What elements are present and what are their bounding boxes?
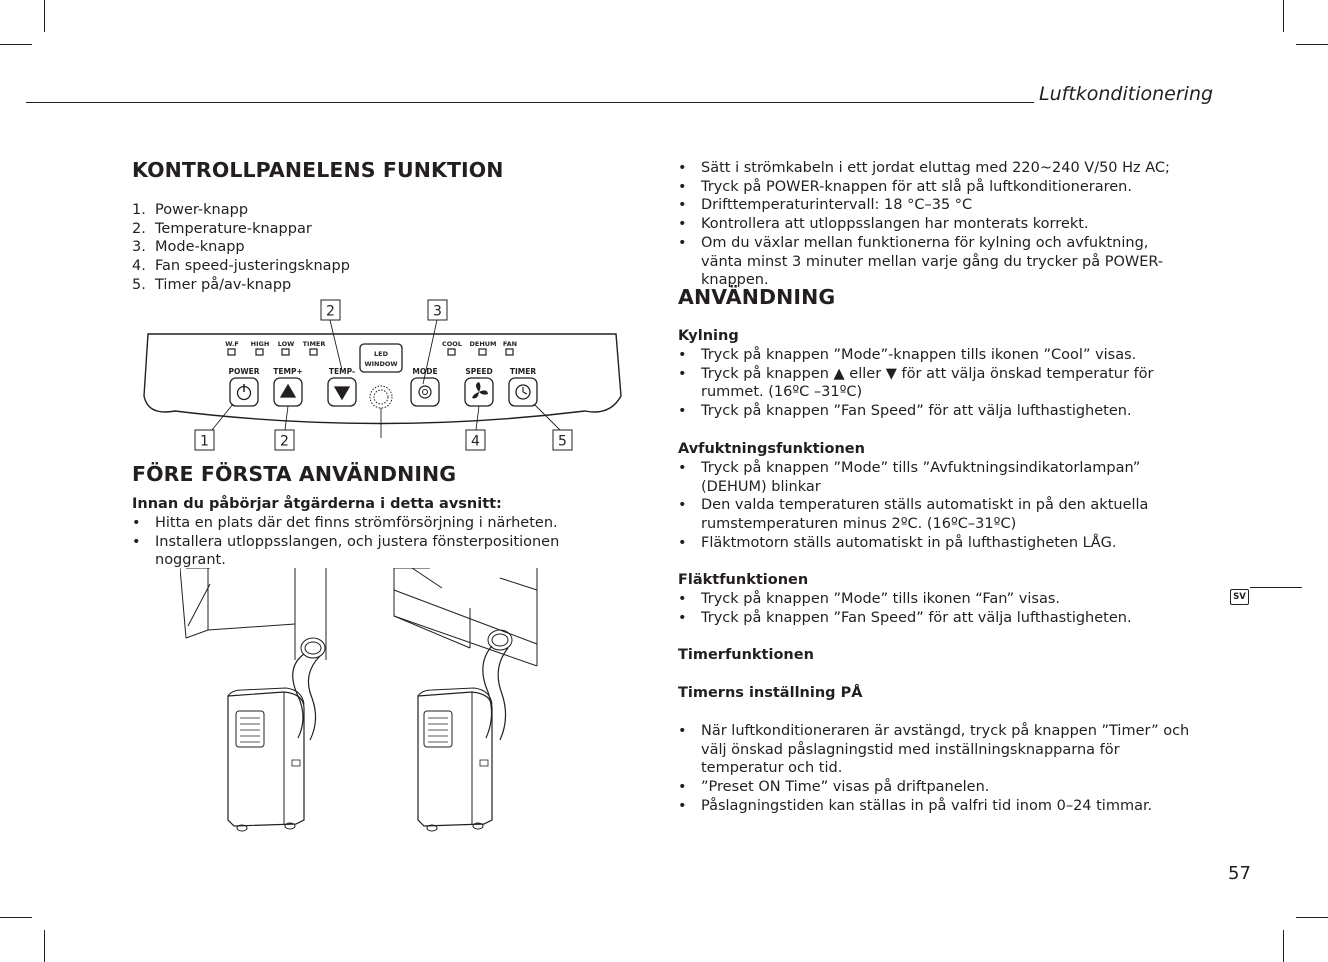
callout-1: 1 xyxy=(200,433,209,450)
svg-text:LED: LED xyxy=(374,350,388,358)
gear-icon xyxy=(419,386,431,398)
sensor-grille xyxy=(370,386,392,408)
cooling-title: Kylning xyxy=(678,328,739,344)
list-item: • Sätt i strömkabeln i ett jordat eluttag med 220~240 V/50 Hz AC; xyxy=(678,159,1193,178)
control-panel-heading: KONTROLLPANELENS FUNKTION xyxy=(132,158,504,182)
mode-button xyxy=(411,378,439,406)
list-item: • Tryck på knappen ”Mode”-knappen tills ikonen ”Cool” visas. xyxy=(678,346,1193,365)
indicator-lamp xyxy=(282,349,289,355)
list-item: • Tryck på knappen ”Fan Speed” för att välja lufthastigheten. xyxy=(678,609,1193,628)
arrow-up-icon xyxy=(281,385,295,397)
callout-2-bottom: 2 xyxy=(280,433,289,450)
speed-button-label: SPEED xyxy=(465,367,493,376)
list-item: • Om du växlar mellan funktionerna för kylning och avfuktning, vänta minst 3 minuter mellan varje gång du trycker på POWER-knappen. xyxy=(678,234,1193,290)
list-item: 3. Mode-knapp xyxy=(132,239,245,256)
indicator-timer-label: TIMER xyxy=(302,340,326,348)
portable-ac-left xyxy=(228,688,304,831)
timer-button-label: TIMER xyxy=(509,367,537,376)
list-item: 2. Temperature-knappar xyxy=(132,220,312,237)
list-item: • Tryck på POWER-knappen för att slå på luftkonditioneraren. xyxy=(678,178,1193,197)
indicator-high-label: HIGH xyxy=(250,340,270,348)
timer-subtitle: Timerns inställning PÅ xyxy=(678,685,863,701)
control-panel-list xyxy=(132,201,350,295)
dehum-list xyxy=(678,459,1193,553)
list-item: 1. Power-knapp xyxy=(132,202,249,218)
before-first-use-subheading: Innan du påbörjar åtgärderna i detta avsnitt: xyxy=(132,496,502,512)
portable-ac-right xyxy=(418,688,492,831)
list-item: • När luftkonditioneraren är avstängd, tryck på knappen ”Timer” och välj önskad påslagningstid med inställningsknapparna för temperatur och tid. xyxy=(678,722,1193,778)
page-number: 57 xyxy=(1228,863,1251,884)
crop-mark xyxy=(1296,44,1328,45)
list-item: 4. Fan speed-justeringsknapp xyxy=(132,258,350,275)
temp-minus-button-label: TEMP- xyxy=(328,367,356,376)
timer-list xyxy=(678,722,1193,816)
dehum-title: Avfuktningsfunktionen xyxy=(678,441,865,457)
language-tab: SV xyxy=(1230,589,1249,605)
setup-list xyxy=(678,159,1193,290)
before-first-use-list xyxy=(132,514,632,570)
indicator-lamp xyxy=(479,349,486,355)
indicator-lamp xyxy=(506,349,513,355)
indicator-lamp xyxy=(310,349,317,355)
indicator-cool-label: COOL xyxy=(442,340,462,348)
crop-mark xyxy=(1283,930,1284,962)
control-panel-diagram xyxy=(140,296,625,456)
list-item: • Tryck på knappen ”Mode” tills ikonen “Fan” visas. xyxy=(678,590,1193,609)
fan-icon xyxy=(472,382,488,398)
arrow-down-icon xyxy=(335,387,349,399)
crop-mark xyxy=(44,930,45,962)
list-item: • Hitta en plats där det finns strömförsörjning i närheten. xyxy=(132,514,632,533)
list-item: • ”Preset ON Time” visas på driftpanelen. xyxy=(678,778,1193,797)
list-item: • Drifttemperaturintervall: 18 °C–35 °C xyxy=(678,196,1193,215)
mode-button-label: MODE xyxy=(412,367,438,376)
crop-mark xyxy=(1283,0,1284,32)
indicator-lamp xyxy=(228,349,235,355)
crop-mark xyxy=(44,0,45,32)
crop-mark xyxy=(1296,917,1328,918)
installation-illustration xyxy=(180,568,560,834)
header-rule xyxy=(26,102,1034,103)
svg-text:WINDOW: WINDOW xyxy=(364,360,398,368)
before-first-use-heading: FÖRE FÖRSTA ANVÄNDNING xyxy=(132,462,457,486)
list-item: • Tryck på knappen ”Mode” tills ”Avfuktningsindikatorlampan” (DEHUM) blinkar xyxy=(678,459,1193,496)
callout-4: 4 xyxy=(471,433,480,450)
cooling-list xyxy=(678,346,1193,421)
list-item: • Den valda temperaturen ställs automatiskt in på den aktuella rumstemperaturen minus 2ºC. (16ºC–31ºC) xyxy=(678,496,1193,533)
list-item: • Tryck på knappen ”Fan Speed” för att välja lufthastigheten. xyxy=(678,402,1193,421)
indicator-low-label: LOW xyxy=(277,340,295,348)
fan-title: Fläktfunktionen xyxy=(678,572,809,588)
panel-outline xyxy=(144,334,621,424)
indicator-dehum-label: DEHUM xyxy=(469,340,497,348)
list-item: • Fläktmotorn ställs automatiskt in på lufthastigheten LÅG. xyxy=(678,534,1193,553)
crop-mark xyxy=(0,44,32,45)
window-left xyxy=(180,568,326,660)
list-item: • Tryck på knappen ▲ eller ▼ för att välja önskad temperatur för rummet. (16ºC –31ºC) xyxy=(678,365,1193,402)
list-item: • Installera utloppsslangen, och justera fönsterpositionen noggrant. xyxy=(132,533,632,570)
indicator-lamp xyxy=(256,349,263,355)
callout-5: 5 xyxy=(558,433,567,450)
side-tab-rule xyxy=(1250,587,1302,588)
list-item: • Kontrollera att utloppsslangen har monterats korrekt. xyxy=(678,215,1193,234)
crop-mark xyxy=(0,917,32,918)
usage-heading: ANVÄNDNING xyxy=(678,285,836,309)
indicator-fan-label: FAN xyxy=(502,340,518,348)
indicator-lamp xyxy=(448,349,455,355)
exhaust-hose xyxy=(483,646,492,738)
header-title: Luftkonditionering xyxy=(1039,83,1214,105)
temp-plus-button-label: TEMP+ xyxy=(273,367,303,376)
callout-2-top: 2 xyxy=(326,303,335,320)
callout-3: 3 xyxy=(433,303,442,320)
list-item: 5. Timer på/av-knapp xyxy=(132,276,292,293)
timer-title: Timerfunktionen xyxy=(678,647,814,663)
fan-list xyxy=(678,590,1193,627)
list-item: • Påslagningstiden kan ställas in på valfri tid inom 0–24 timmar. xyxy=(678,797,1193,816)
indicator-wf-label: W.F xyxy=(225,340,239,348)
power-button-label: POWER xyxy=(228,367,260,376)
window-right xyxy=(394,568,537,666)
